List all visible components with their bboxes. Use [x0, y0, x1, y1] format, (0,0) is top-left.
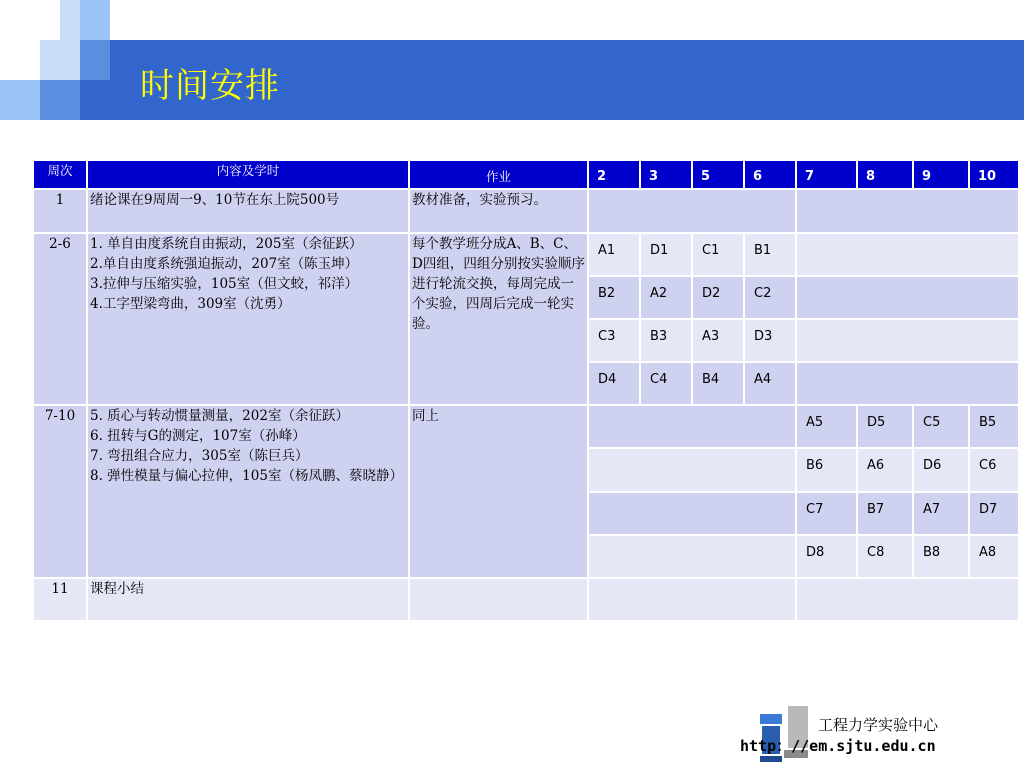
- rotation-cell: B4: [693, 363, 743, 404]
- row-homework-cell: [410, 579, 587, 620]
- empty-cell: [589, 536, 795, 577]
- rotation-cell: A4: [745, 363, 795, 404]
- rotation-cell: A7: [914, 493, 968, 534]
- row-content-cell: 5. 质心与转动惯量测量，202室（余征跃） 6. 扭转与G的测定，107室（孙峰） 7. 弯扭组合应力，305室（陈巨兵） 8. 弹性模量与偏心拉伸，105室（杨凤鹏、蔡晓静）: [88, 406, 408, 577]
- rotation-cell: C4: [641, 363, 691, 404]
- rotation-cell: C7: [797, 493, 856, 534]
- deco-square: [40, 40, 80, 80]
- deco-square: [60, 0, 80, 40]
- rotation-cell: D6: [914, 449, 968, 491]
- header-week-num: 3: [641, 161, 691, 188]
- header-week-num: 7: [797, 161, 856, 188]
- row-content-cell: 1. 单自由度系统自由振动，205室（余征跃） 2.单自由度系统强迫振动，207室（陈玉坤） 3.拉伸与压缩实验，105室（但文蛟，祁洋） 4.工字型梁弯曲，309室（沈勇）: [88, 234, 408, 404]
- deco-square: [80, 0, 110, 40]
- row-week-cell: 2-6: [34, 234, 86, 404]
- rotation-cell: C1: [693, 234, 743, 275]
- empty-cell: [797, 363, 1018, 404]
- row-week-cell: 7-10: [34, 406, 86, 577]
- rotation-cell: B6: [797, 449, 856, 491]
- header-week-num: 5: [693, 161, 743, 188]
- empty-cell: [797, 277, 1018, 318]
- header-content: 内容及学时: [88, 161, 408, 188]
- empty-cell: [589, 579, 795, 620]
- rotation-cell: C2: [745, 277, 795, 318]
- footer-url-link[interactable]: http：//em.sjtu.edu.cn: [740, 737, 936, 755]
- empty-cell: [797, 579, 1018, 620]
- rotation-cell: A8: [970, 536, 1018, 577]
- empty-cell: [589, 190, 795, 232]
- schedule-table: [34, 161, 998, 606]
- rotation-cell: D2: [693, 277, 743, 318]
- row-content-cell: 绪论课在9周周一9、10节在东上院500号: [88, 190, 408, 232]
- header-week-num: 2: [589, 161, 639, 188]
- rotation-cell: D1: [641, 234, 691, 275]
- rotation-cell: C3: [589, 320, 639, 361]
- empty-cell: [589, 406, 795, 447]
- slide-title: 时间安排: [140, 66, 280, 106]
- rotation-cell: B5: [970, 406, 1018, 447]
- header-homework: 作业: [410, 161, 587, 188]
- rotation-cell: D4: [589, 363, 639, 404]
- rotation-cell: B8: [914, 536, 968, 577]
- rotation-cell: D5: [858, 406, 912, 447]
- row-week-cell: 11: [34, 579, 86, 620]
- rotation-cell: A2: [641, 277, 691, 318]
- header-week-num: 8: [858, 161, 912, 188]
- header-week-num: 9: [914, 161, 968, 188]
- rotation-cell: B1: [745, 234, 795, 275]
- rotation-cell: B2: [589, 277, 639, 318]
- row-week-cell: 1: [34, 190, 86, 232]
- rotation-cell: C8: [858, 536, 912, 577]
- rotation-cell: B7: [858, 493, 912, 534]
- header-week-num: 6: [745, 161, 795, 188]
- header-week-num: 10: [970, 161, 1018, 188]
- rotation-cell: D8: [797, 536, 856, 577]
- header-week: 周次: [34, 161, 86, 188]
- rotation-cell: A6: [858, 449, 912, 491]
- row-homework-cell: 教材准备，实验预习。: [410, 190, 587, 232]
- empty-cell: [797, 320, 1018, 361]
- rotation-cell: D3: [745, 320, 795, 361]
- deco-square: [80, 40, 110, 80]
- row-homework-cell: 每个教学班分成A、B、C、D四组，四组分别按实验顺序进行轮流交换，每周完成一个实验，四周后完成一轮实验。: [410, 234, 587, 404]
- rotation-cell: D7: [970, 493, 1018, 534]
- row-homework-cell: 同上: [410, 406, 587, 577]
- footer-organization: 工程力学实验中心: [818, 716, 939, 734]
- empty-cell: [589, 449, 795, 491]
- empty-cell: [589, 493, 795, 534]
- rotation-cell: B3: [641, 320, 691, 361]
- empty-cell: [797, 234, 1018, 275]
- rotation-cell: A5: [797, 406, 856, 447]
- rotation-cell: C6: [970, 449, 1018, 491]
- deco-square: [40, 80, 80, 120]
- row-content-cell: 课程小结: [88, 579, 408, 620]
- empty-cell: [797, 190, 1018, 232]
- rotation-cell: A1: [589, 234, 639, 275]
- deco-square: [0, 80, 40, 120]
- rotation-cell: A3: [693, 320, 743, 361]
- rotation-cell: C5: [914, 406, 968, 447]
